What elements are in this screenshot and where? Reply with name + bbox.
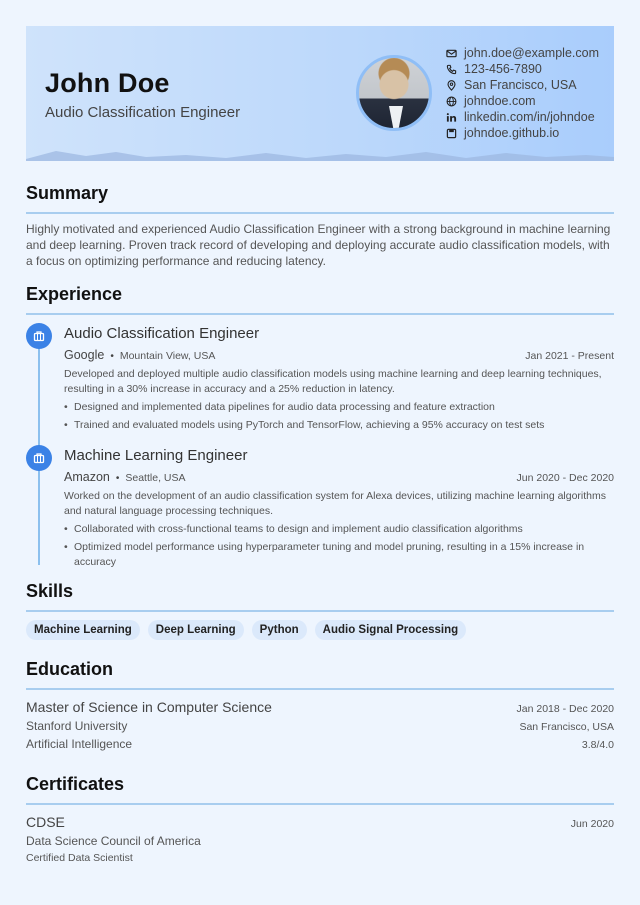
skill-list [26,620,614,640]
education-degree: Master of Science in Computer Science [26,699,272,715]
contact-location: San Francisco, USA [445,77,599,93]
job-title: Machine Learning Engineer [64,447,248,464]
experience-timeline [26,323,614,570]
contact-linkedin[interactable]: linkedin.com/in/johndoe [445,109,599,125]
contact-phone[interactable]: 123-456-7890 [445,61,599,77]
contact-github[interactable]: johndoe.github.io [445,125,599,141]
job-bullet: • Designed and implemented data pipelines for audio data processing and feature extraction [64,400,614,415]
job-entry: Audio Classification Engineer Google • Mountain View, USA Jan 2021 - Present Developed and deployed multiple audio classification models using machine learning and deep learning techniques, resulting in a 30% increase in accuracy and a 25% reduction in latency. • Designed and implemented data pipelines for audio data processing and feature extraction • Trained and evaluated models using PyTorch and TensorFlow, achieving a 95% accuracy on test sets [26,323,614,433]
profile-photo [356,55,432,131]
experience-section [26,284,614,570]
job-dates: Jun 2020 - Dec 2020 [516,472,614,484]
contact-list [445,45,599,141]
person-name: John Doe [45,68,170,98]
summary-section [26,183,614,269]
job-bullet: • Trained and evaluated models using PyTorch and TensorFlow, achieving a 95% accuracy on test sets [64,418,614,433]
job-entry: Machine Learning Engineer Amazon • Seattle, USA Jun 2020 - Dec 2020 Worked on the development of an audio classification system for Alexa devices, utilizing machine learning algorithms and natural language processing techniques. • Collaborated with cross-functional teams to design and implement audio classification algorithms • Optimized model performance using hyperparameter tuning and model pruning, resulting in a 15% increase in accuracy [26,445,614,570]
job-company: Amazon [64,470,110,484]
mail-icon [445,47,457,59]
job-description: Developed and deployed multiple audio classification models using machine learning and deep learning techniques, resulting in a 30% increase in accuracy and a 25% reduction in latency. [64,368,602,395]
section-title-summary: Summary [26,183,614,214]
header-wave-decoration [26,147,614,161]
section-title-skills: Skills [26,581,614,612]
skills-section [26,581,614,640]
contact-email[interactable]: john.doe@example.com [445,45,599,61]
person-role: Audio Classification Engineer [45,104,241,121]
github-icon [445,127,457,139]
globe-icon [445,95,457,107]
certificates-section [26,774,614,864]
education-location: San Francisco, USA [519,721,614,733]
linkedin-icon [445,111,457,123]
section-title-certificates: Certificates [26,774,614,805]
education-dates: Jan 2018 - Dec 2020 [516,703,614,715]
skill-pill: Python [252,620,307,640]
education-section [26,659,614,751]
job-location: Mountain View, USA [119,350,216,362]
certificate-description: Certified Data Scientist [26,852,133,864]
briefcase-icon [26,323,52,349]
contact-website[interactable]: johndoe.com [445,93,599,109]
job-dates: Jan 2021 - Present [525,350,614,362]
location-pin-icon [445,79,457,91]
resume-header [26,26,614,161]
job-bullet: • Collaborated with cross-functional teams to design and implement audio classification algorithms [64,522,614,537]
section-title-experience: Experience [26,284,614,315]
job-bullet: • Optimized model performance using hyperparameter tuning and model pruning, resulting in a 15% increase in accuracy [64,540,614,570]
skill-pill: Deep Learning [148,620,244,640]
certificate-date: Jun 2020 [570,818,614,830]
briefcase-icon [26,445,52,471]
phone-icon [445,63,457,75]
education-field: Artificial Intelligence [26,737,133,751]
job-company: Google [64,348,105,362]
certificate-name: CDSE [26,814,65,830]
job-bullets [64,522,614,570]
certificate-organization: Data Science Council of America [26,834,201,848]
job-title: Audio Classification Engineer [64,325,260,342]
job-location: Seattle, USA [125,472,186,484]
summary-text: Highly motivated and experienced Audio Classification Engineer with a strong background in machine learning and deep learning. Proven track record of developing and deploying accurate audio classification models, with a focus on optimizing performance and reducing latency. [26,222,611,268]
skill-pill: Machine Learning [26,620,140,640]
education-school: Stanford University [26,719,128,733]
job-description: Worked on the development of an audio classification system for Alexa devices, utilizing machine learning algorithms and natural language processing techniques. [64,490,607,517]
skill-pill: Audio Signal Processing [315,620,466,640]
section-title-education: Education [26,659,614,690]
education-gpa: 3.8/4.0 [581,739,614,751]
resume-page [26,26,614,864]
job-bullets [64,400,614,433]
